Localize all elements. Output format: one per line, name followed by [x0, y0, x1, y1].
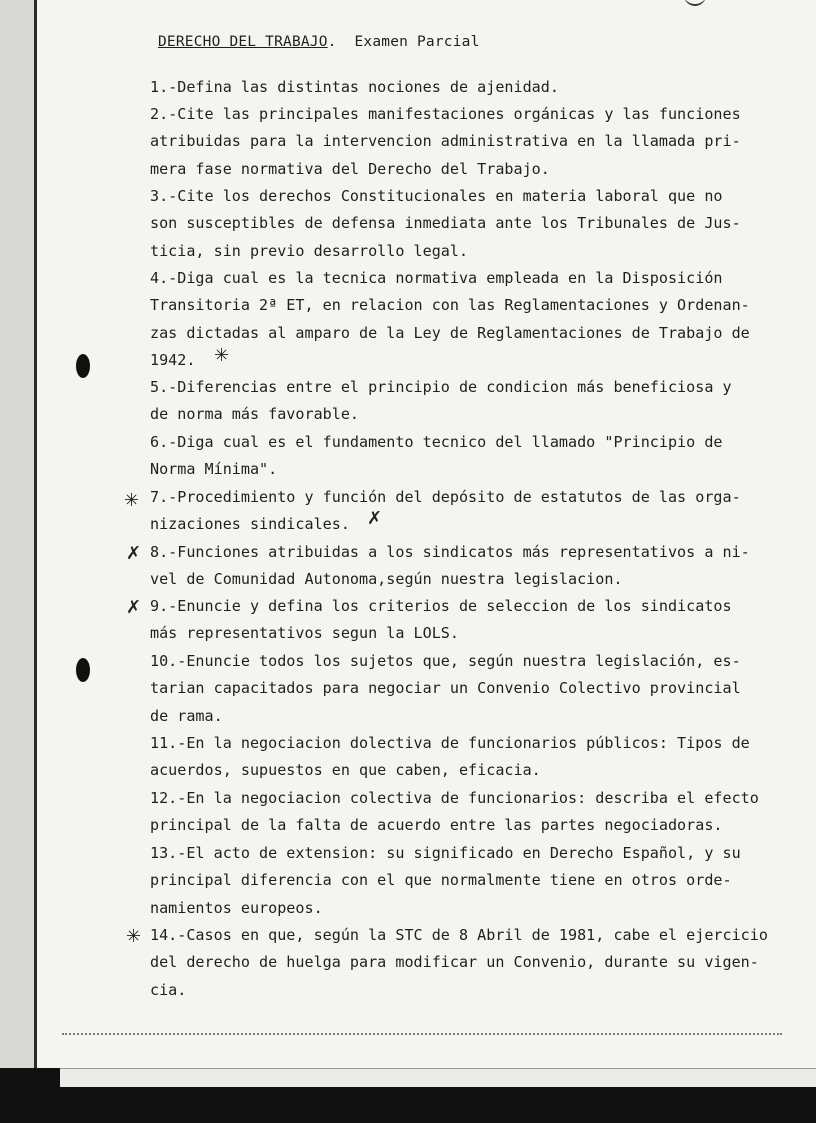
question-line: namientos europeos.: [150, 898, 323, 917]
question-8: [150, 539, 770, 594]
course-name: DERECHO DEL TRABAJO: [158, 34, 328, 50]
question-4: [150, 265, 770, 374]
question-13: [150, 840, 770, 922]
asterisk-mark-icon: ✳: [126, 926, 142, 947]
question-line: vel de Comunidad Autonoma,según nuestra legislacion.: [150, 570, 623, 589]
question-line: 11.-En la negociacion dolectiva de funcionarios públicos: Tipos de: [150, 734, 750, 752]
cross-mark-icon: ✗: [126, 597, 142, 618]
question-line: 6.-Diga cual es el fundamento tecnico del llamado "Principio de: [150, 433, 723, 451]
question-9: [150, 593, 770, 648]
question-3: [150, 183, 770, 265]
question-14: [150, 922, 770, 1004]
question-line: 12.-En la negociacion colectiva de funcionarios: describa el efecto: [150, 789, 759, 807]
exam-title: [158, 34, 480, 50]
question-line: 13.-El acto de extension: su significado en Derecho Español, y su: [150, 844, 741, 862]
ink-mark-corner: [684, 0, 706, 6]
question-5: [150, 374, 770, 429]
question-line: son susceptibles de defensa inmediata ante los Tribunales de Jus-: [150, 214, 741, 233]
question-line: más representativos segun la LOLS.: [150, 624, 459, 643]
question-line: 1.-Defina las distintas nociones de ajenidad.: [150, 78, 559, 96]
question-2: [150, 101, 770, 183]
question-10: [150, 648, 770, 730]
title-separator: .: [327, 34, 337, 50]
question-7: [150, 484, 770, 539]
scan-left-edge: [34, 0, 37, 1090]
question-line: atribuidas para la intervencion administrativa en la llamada pri-: [150, 132, 741, 151]
question-line: principal de la falta de acuerdo entre las partes negociadoras.: [150, 816, 723, 835]
question-line: 7.-Procedimiento y función del depósito de estatutos de las orga-: [150, 488, 741, 506]
question-6: [150, 429, 770, 484]
question-line: tarian capacitados para negociar un Convenio Colectivo provincial: [150, 679, 741, 698]
exam-type: Examen Parcial: [354, 34, 480, 50]
question-line: 10.-Enuncie todos los sujetos que, según nuestra legislación, es-: [150, 652, 741, 670]
question-line: del derecho de huelga para modificar un Convenio, durante su vigen-: [150, 953, 759, 972]
question-line: 3.-Cite los derechos Constitucionales en materia laboral que no: [150, 187, 723, 205]
question-line: cia.: [150, 980, 187, 999]
question-line: de norma más favorable.: [150, 405, 360, 424]
question-line: 9.-Enuncie y defina los criterios de seleccion de los sindicatos: [150, 597, 732, 615]
bottom-dotted-line: [62, 1033, 782, 1035]
question-line: 2.-Cite las principales manifestaciones orgánicas y las funciones: [150, 105, 741, 123]
asterisk-mark-icon: ✳: [214, 345, 230, 366]
question-line: 14.-Casos en que, según la STC de 8 Abril de 1981, cabe el ejercicio: [150, 926, 768, 944]
question-line: acuerdos, supuestos en que caben, eficacia.: [150, 761, 541, 780]
question-line: 8.-Funciones atribuidas a los sindicatos más representativos a ni-: [150, 543, 750, 561]
asterisk-mark-icon: ✳: [124, 490, 140, 511]
question-line: zas dictadas al amparo de la Ley de Reglamentaciones de Trabajo de: [150, 323, 750, 342]
question-line: Transitoria 2ª ET, en relacion con las Reglamentaciones y Ordenan-: [150, 296, 750, 315]
question-line: mera fase normativa del Derecho del Trabajo.: [150, 159, 550, 178]
cross-mark-icon: ✗: [367, 508, 383, 529]
page-bottom-strip: [60, 1068, 816, 1087]
question-1: [150, 74, 770, 101]
question-line: nizaciones sindicales.: [150, 515, 350, 534]
question-line: principal diferencia con el que normalmente tiene en otros orde-: [150, 871, 732, 890]
question-line: Norma Mínima".: [150, 460, 278, 479]
cross-mark-icon: ✗: [126, 543, 142, 564]
question-line: de rama.: [150, 706, 223, 725]
scan-left-margin: [0, 0, 34, 1090]
question-line: 4.-Diga cual es la tecnica normativa empleada en la Disposición: [150, 269, 723, 287]
question-line: 1942.: [150, 350, 196, 369]
question-line: 5.-Diferencias entre el principio de condicion más beneficiosa y: [150, 378, 732, 396]
binder-hole-icon: [76, 354, 90, 378]
question-11: [150, 730, 770, 785]
binder-hole-icon: [76, 658, 90, 682]
question-line: ticia, sin previo desarrollo legal.: [150, 241, 469, 260]
question-12: [150, 785, 770, 840]
